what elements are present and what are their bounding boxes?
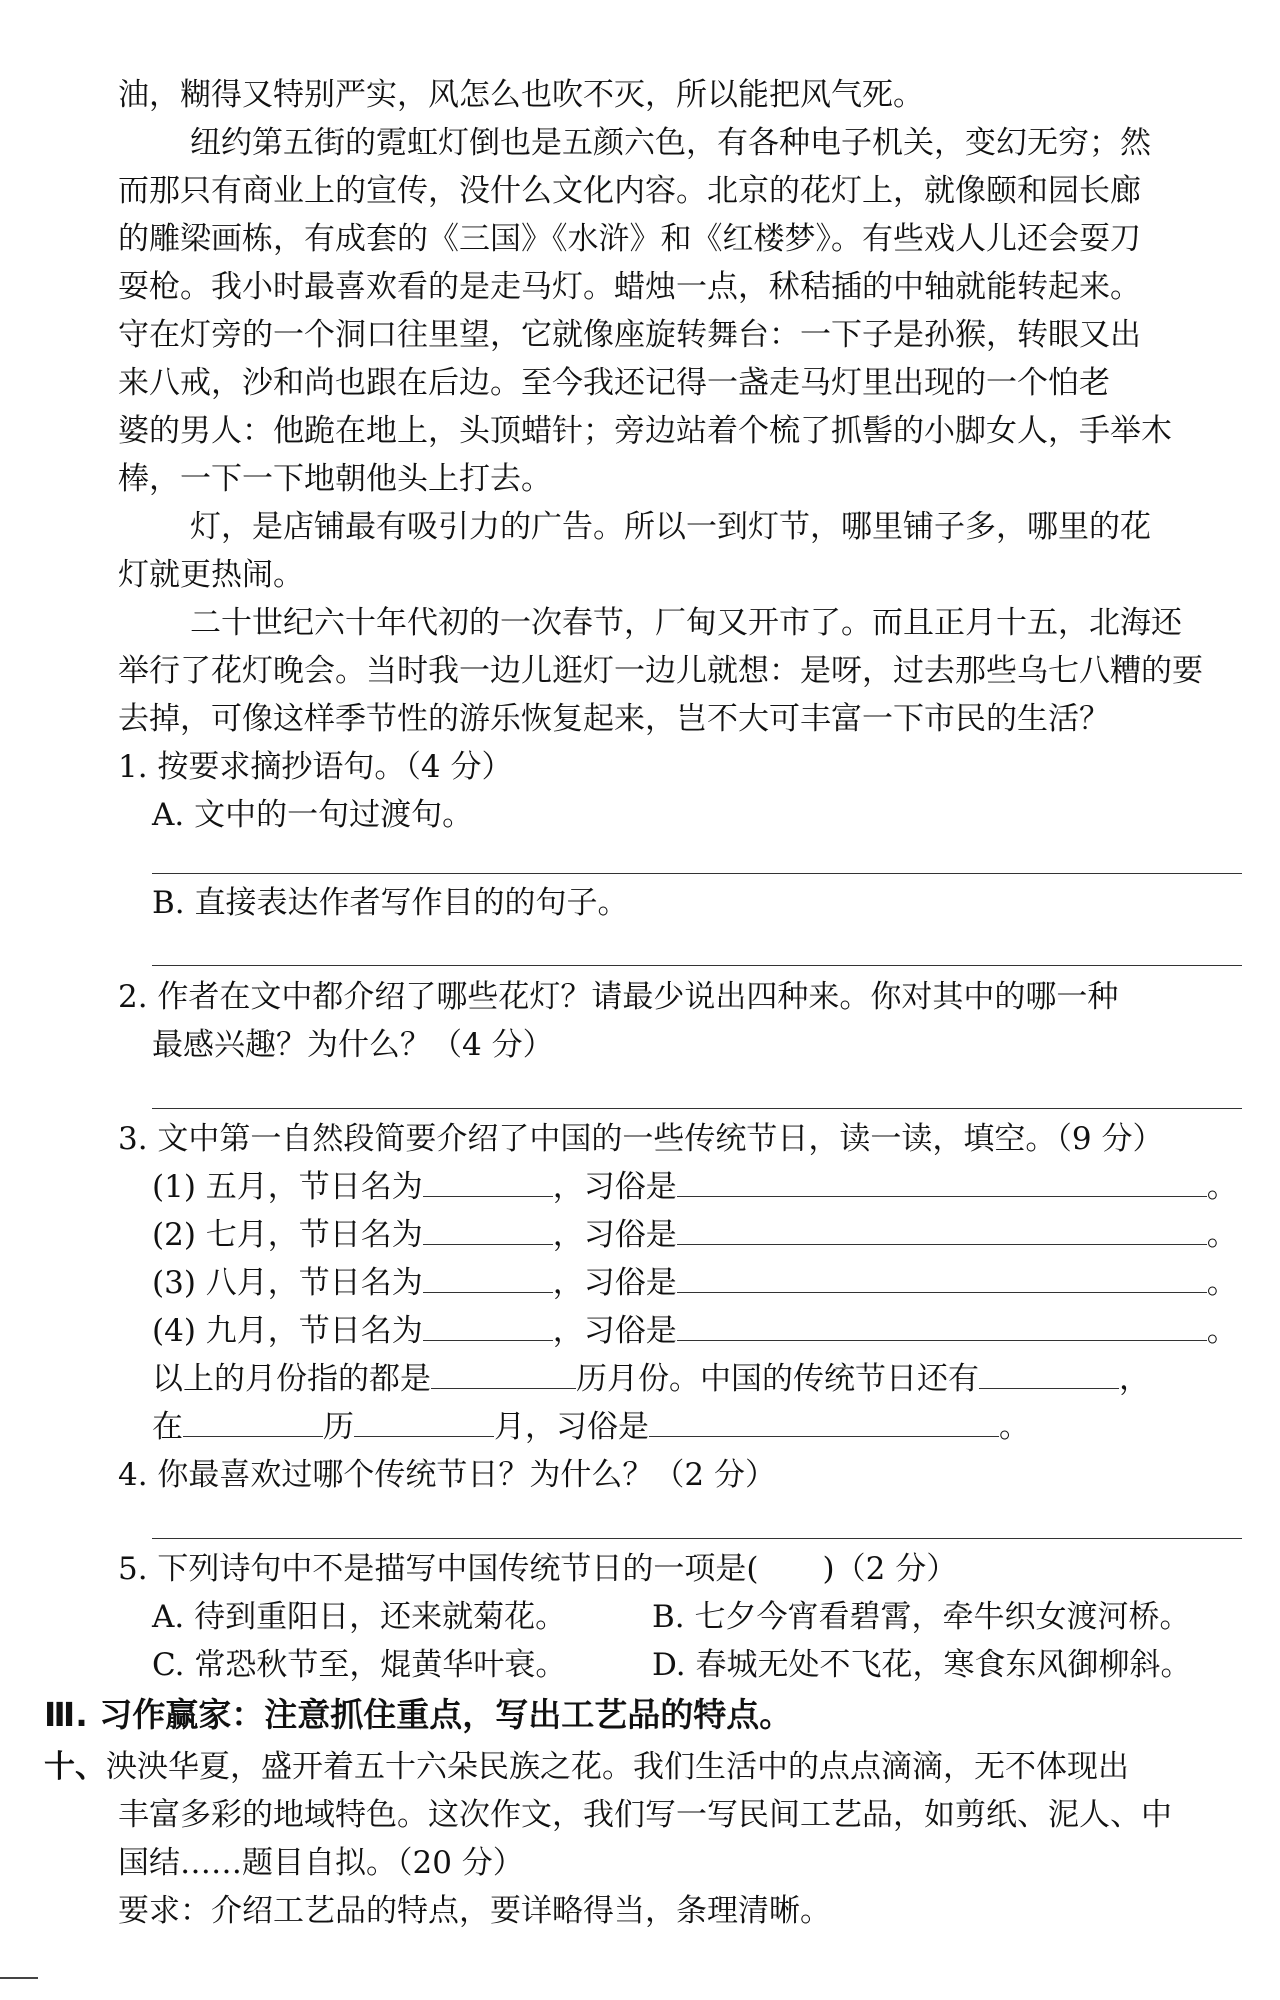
festival-name-blank[interactable] [423, 1214, 553, 1245]
q3-summary-text: ， [1119, 1361, 1150, 1397]
other-festival-blank[interactable] [979, 1358, 1119, 1389]
q3-item-label: (1) 五月，节日名为 [152, 1169, 423, 1205]
q5-option-b: B. 七夕今宵看碧霄，牵牛织女渡河桥。 [652, 1599, 1191, 1635]
q3-item [152, 1212, 1238, 1258]
festival-name-blank[interactable] [423, 1310, 553, 1341]
end-mark: 。 [1206, 1313, 1238, 1349]
q3-stem: 3. 文中第一自然段简要介绍了中国的一些传统节日，读一读，填空。（9 分） [118, 1121, 1164, 1157]
passage-line: 耍枪。我小时最喜欢看的是走马灯。蜡烛一点，秫秸插的中轴就能转起来。 [118, 269, 1141, 305]
q5-stem [118, 1546, 1228, 1592]
calendar-blank[interactable] [431, 1358, 576, 1389]
q3-last-text: 。 [999, 1409, 1030, 1445]
custom-label: ，习俗是 [552, 1169, 677, 1205]
passage-line: 灯，是店铺最有吸引力的广告。所以一到灯节，哪里铺子多，哪里的花 [190, 509, 1151, 545]
q2-line1: 2. 作者在文中都介绍了哪些花灯？请最少说出四种来。你对其中的哪一种 [118, 979, 1119, 1015]
q3-item-label: (3) 八月，节日名为 [152, 1265, 423, 1301]
passage-line: 纽约第五街的霓虹灯倒也是五颜六色，有各种电子机关，变幻无穷；然 [190, 125, 1151, 161]
q3-last-text: 在 [152, 1409, 183, 1445]
q10-line: 国结……题目自拟。（20 分） [118, 1845, 524, 1881]
q3-item [152, 1260, 1238, 1306]
passage-line: 的雕梁画栋，有成套的《三国》《水浒》和《红楼梦》。有些戏人儿还会耍刀 [118, 221, 1141, 257]
q3-summary [152, 1356, 1228, 1402]
q3-item-label: (4) 九月，节日名为 [152, 1313, 423, 1349]
q5-option-a: A. 待到重阳日，还来就菊花。 [152, 1599, 567, 1635]
custom-label: ，习俗是 [552, 1313, 677, 1349]
end-mark: 。 [1206, 1265, 1238, 1301]
passage-line: 举行了花灯晚会。当时我一边儿逛灯一边儿就想：是呀，过去那些乌七八糟的要 [118, 653, 1203, 689]
passage-line: 来八戒，沙和尚也跟在后边。至今我还记得一盏走马灯里出现的一个怕老 [118, 365, 1110, 401]
passage-line: 灯就更热闹。 [118, 557, 304, 593]
q1-stem: 1. 按要求摘抄语句。（4 分） [118, 749, 513, 785]
q3-summary-text: 以上的月份指的都是 [152, 1361, 431, 1397]
passage-line: 而那只有商业上的宣传，没什么文化内容。北京的花灯上，就像颐和园长廊 [118, 173, 1141, 209]
month-blank[interactable] [354, 1406, 494, 1437]
passage-line: 棒，一下一下地朝他头上打去。 [118, 461, 552, 497]
q1-part-b: B. 直接表达作者写作目的的句子。 [152, 885, 629, 921]
festival-name-blank[interactable] [423, 1262, 553, 1293]
custom-label: ，习俗是 [552, 1217, 677, 1253]
q3-last [152, 1404, 1228, 1450]
q10-requirement: 要求：介绍工艺品的特点，要详略得当，条理清晰。 [118, 1893, 831, 1929]
passage-line: 守在灯旁的一个洞口往里望，它就像座旋转舞台：一下子是孙猴，转眼又出 [118, 317, 1141, 353]
q1-b-answer-line[interactable] [152, 965, 1242, 966]
festival-name-blank[interactable] [423, 1166, 553, 1197]
q1-part-a: A. 文中的一句过渡句。 [152, 797, 474, 833]
q5-stem-text: 5. 下列诗句中不是描写中国传统节日的一项是( [118, 1551, 759, 1587]
custom-blank[interactable] [677, 1166, 1207, 1197]
section-3-heading: Ⅲ. 习作赢家：注意抓住重点，写出工艺品的特点。 [44, 1695, 793, 1734]
page-edge-mark [0, 1977, 38, 1979]
q10-line [44, 1744, 1228, 1790]
q3-item [152, 1164, 1238, 1210]
passage-line: 婆的男人：他跪在地上，头顶蜡针；旁边站着个梳了抓髻的小脚女人，手举木 [118, 413, 1172, 449]
q10-number: 十、 [44, 1749, 106, 1785]
q4-answer-line[interactable] [152, 1538, 1242, 1539]
calendar-type-blank[interactable] [183, 1406, 323, 1437]
custom-blank[interactable] [649, 1406, 999, 1437]
q2-line2: 最感兴趣？为什么？（4 分） [152, 1027, 554, 1063]
q1-a-answer-line[interactable] [152, 873, 1242, 874]
custom-blank[interactable] [677, 1214, 1207, 1245]
q5-option-d: D. 春城无处不飞花，寒食东风御柳斜。 [652, 1647, 1192, 1683]
q2-answer-line[interactable] [152, 1108, 1242, 1109]
end-mark: 。 [1206, 1169, 1238, 1205]
q3-item [152, 1308, 1238, 1354]
passage-line: 二十世纪六十年代初的一次春节，厂甸又开市了。而且正月十五，北海还 [190, 605, 1182, 641]
q4-stem: 4. 你最喜欢过哪个传统节日？为什么？（2 分） [118, 1457, 777, 1493]
custom-blank[interactable] [677, 1262, 1207, 1293]
q10-line: 丰富多彩的地域特色。这次作文，我们写一写民间工艺品，如剪纸、泥人、中 [118, 1797, 1172, 1833]
q5-option-c: C. 常恐秋节至，焜黄华叶衰。 [152, 1647, 567, 1683]
q5-stem-text: )（2 分） [822, 1551, 958, 1587]
q3-summary-text: 历月份。中国的传统节日还有 [576, 1361, 979, 1397]
q3-last-text: 历 [323, 1409, 354, 1445]
passage-line: 油，糊得又特别严实，风怎么也吹不灭，所以能把风气死。 [118, 77, 924, 113]
q3-last-text: 月，习俗是 [494, 1409, 649, 1445]
passage-line: 去掉，可像这样季节性的游乐恢复起来，岂不大可丰富一下市民的生活？ [118, 701, 1110, 737]
q10-text: 泱泱华夏，盛开着五十六朵民族之花。我们生活中的点点滴滴，无不体现出 [106, 1749, 1129, 1785]
end-mark: 。 [1206, 1217, 1238, 1253]
custom-label: ，习俗是 [552, 1265, 677, 1301]
q3-item-label: (2) 七月，节日名为 [152, 1217, 423, 1253]
custom-blank[interactable] [677, 1310, 1207, 1341]
